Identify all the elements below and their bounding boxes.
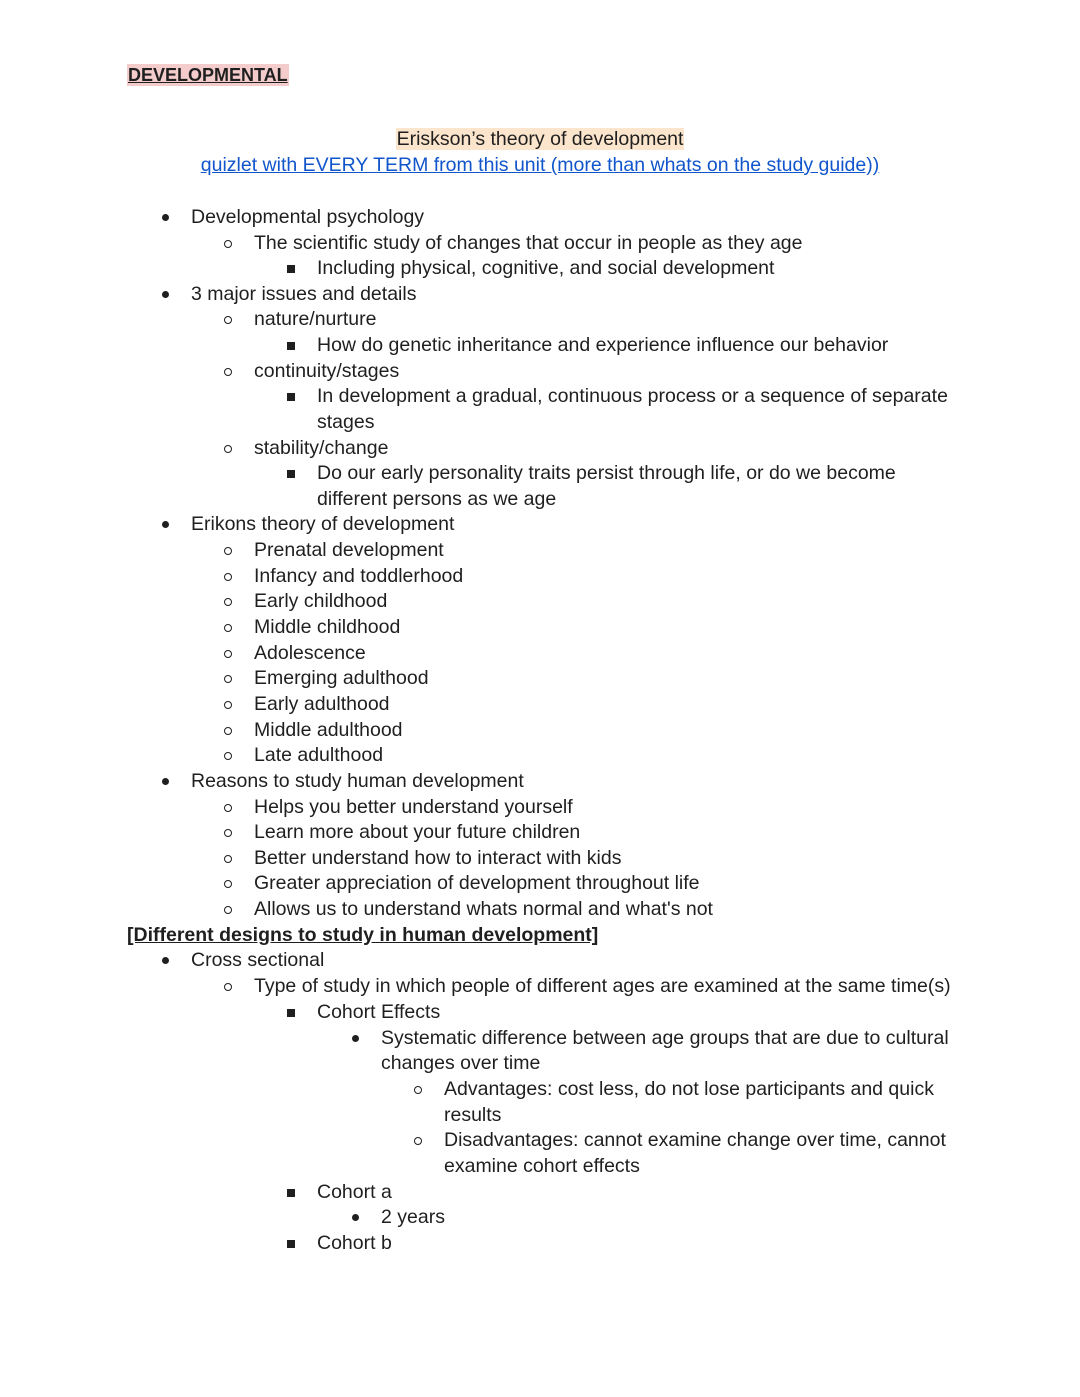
bullet-circle-icon	[221, 359, 235, 385]
list-item-text: 2 years	[381, 1206, 445, 1228]
list-item-continuation: changes over time	[381, 1052, 541, 1074]
list-item	[221, 231, 803, 257]
list-item-text: Cohort b	[317, 1232, 392, 1254]
list-item	[221, 743, 383, 769]
bullet-square-icon	[284, 256, 298, 282]
list-item-text: 3 major issues and details	[191, 283, 417, 305]
bullet-square-icon	[284, 1000, 298, 1026]
bullet-square-icon	[284, 1231, 298, 1257]
bullet-circle-icon	[221, 436, 235, 462]
list-item-text: Reasons to study human development	[191, 770, 524, 792]
page-title: DEVELOPMENTAL	[128, 65, 288, 85]
list-item-text: Infancy and toddlerhood	[254, 565, 464, 587]
list-item	[284, 461, 896, 487]
bullet-square-icon	[284, 1180, 298, 1206]
list-item-text: Early childhood	[254, 590, 388, 612]
bullet-square-icon	[284, 461, 298, 487]
subtitle: Eriskson’s theory of development	[396, 128, 684, 150]
list-item	[221, 641, 366, 667]
list-item-text: Systematic difference between age groups that are due to cultural	[381, 1027, 949, 1049]
subtitle-line	[0, 126, 1080, 152]
list-item-text: nature/nurture	[254, 308, 377, 330]
list-item-text: Early adulthood	[254, 693, 390, 715]
list-item	[221, 692, 390, 718]
list-item	[158, 512, 454, 538]
bullet-circle-icon	[221, 718, 235, 744]
bullet-circle-icon	[221, 615, 235, 641]
list-item-continuation: stages	[317, 411, 375, 433]
list-item-continuation: different persons as we age	[317, 488, 557, 510]
bullet-dot-icon	[348, 1205, 362, 1231]
list-item-text: Erikons theory of development	[191, 513, 455, 535]
list-item-text: Adolescence	[254, 642, 366, 664]
bullet-circle-icon	[411, 1077, 425, 1103]
bullet-circle-icon	[221, 795, 235, 821]
bullet-circle-icon	[221, 307, 235, 333]
bullet-dot-icon	[158, 205, 172, 231]
bullet-dot-icon	[158, 282, 172, 308]
list-item-text: Middle adulthood	[254, 719, 403, 741]
list-item-text: Developmental psychology	[191, 206, 425, 228]
list-item	[221, 589, 387, 615]
list-item	[221, 871, 700, 897]
list-item	[221, 436, 388, 462]
list-item	[158, 769, 524, 795]
bullet-circle-icon	[221, 589, 235, 615]
list-item	[221, 795, 573, 821]
bullet-circle-icon	[221, 666, 235, 692]
list-item-text: Learn more about your future children	[254, 821, 581, 843]
list-item	[221, 718, 403, 744]
list-item-text: Do our early personality traits persist through life, or do we become	[317, 462, 896, 484]
list-item	[221, 564, 463, 590]
bullet-circle-icon	[221, 820, 235, 846]
bullet-circle-icon	[221, 641, 235, 667]
list-item-text: Advantages: cost less, do not lose participants and quick	[444, 1078, 934, 1100]
list-item-text: Cohort a	[317, 1181, 392, 1203]
list-item	[221, 615, 400, 641]
list-item-text: Emerging adulthood	[254, 667, 429, 689]
list-item	[158, 205, 424, 231]
bullet-circle-icon	[221, 538, 235, 564]
bullet-circle-icon	[411, 1128, 425, 1154]
list-item-text: Cross sectional	[191, 949, 325, 971]
list-item	[411, 1128, 946, 1154]
list-item	[158, 282, 416, 308]
bullet-dot-icon	[158, 948, 172, 974]
list-item	[284, 384, 948, 410]
list-item-continuation: examine cohort effects	[444, 1155, 640, 1177]
bullet-circle-icon	[221, 871, 235, 897]
list-item	[284, 1000, 440, 1026]
list-item-text: Cohort Effects	[317, 1001, 441, 1023]
list-item-text: stability/change	[254, 437, 389, 459]
bullet-square-icon	[284, 384, 298, 410]
bullet-circle-icon	[221, 564, 235, 590]
list-item-text: Late adulthood	[254, 744, 384, 766]
bullet-dot-icon	[158, 769, 172, 795]
list-item	[348, 1026, 949, 1052]
list-item	[284, 1231, 392, 1257]
list-item	[221, 974, 951, 1000]
list-item	[284, 256, 774, 282]
list-item	[221, 820, 580, 846]
list-item	[348, 1205, 445, 1231]
list-item-text: How do genetic inheritance and experience influence our behavior	[317, 334, 889, 356]
list-item-text: continuity/stages	[254, 360, 400, 382]
quizlet-link-line	[0, 152, 1080, 178]
list-item-text: Greater appreciation of development throughout life	[254, 872, 700, 894]
bullet-circle-icon	[221, 231, 235, 257]
list-item	[221, 897, 713, 923]
list-item-text: Allows us to understand whats normal and what's not	[254, 898, 713, 920]
list-item-continuation: results	[444, 1104, 502, 1126]
list-item	[284, 333, 888, 359]
list-item-text: In development a gradual, continuous process or a sequence of separate	[317, 385, 948, 407]
bullet-circle-icon	[221, 692, 235, 718]
list-item	[284, 1180, 392, 1206]
list-item	[221, 846, 621, 872]
bullet-circle-icon	[221, 743, 235, 769]
bullet-circle-icon	[221, 974, 235, 1000]
list-item-text: Type of study in which people of different ages are examined at the same time(s)	[254, 975, 951, 997]
list-item-text: Disadvantages: cannot examine change over time, cannot	[444, 1129, 946, 1151]
section-title: [Different designs to study in human development]	[127, 924, 599, 946]
list-item	[221, 359, 399, 385]
bullet-dot-icon	[348, 1026, 362, 1052]
list-item-text: Prenatal development	[254, 539, 444, 561]
bullet-square-icon	[284, 333, 298, 359]
list-item	[411, 1077, 934, 1103]
list-item	[158, 948, 324, 974]
list-item-text: Including physical, cognitive, and social development	[317, 257, 775, 279]
list-item-text: Helps you better understand yourself	[254, 796, 573, 818]
list-item-text: The scientific study of changes that occur in people as they age	[254, 232, 803, 254]
quizlet-link[interactable]: quizlet with EVERY TERM from this unit (more than whats on the study guide))	[200, 154, 880, 176]
bullet-circle-icon	[221, 897, 235, 923]
list-item-text: Middle childhood	[254, 616, 401, 638]
list-item	[221, 307, 377, 333]
list-item	[221, 666, 429, 692]
bullet-circle-icon	[221, 846, 235, 872]
list-item	[221, 538, 444, 564]
list-item-text: Better understand how to interact with kids	[254, 847, 622, 869]
bullet-dot-icon	[158, 512, 172, 538]
